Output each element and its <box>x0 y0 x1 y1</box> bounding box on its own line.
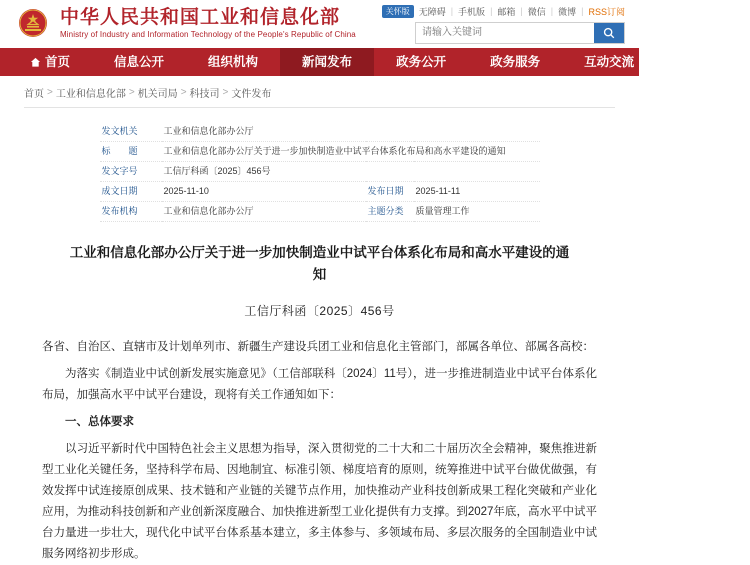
top-links <box>382 5 625 18</box>
top-link-mail[interactable]: 邮箱 <box>497 6 516 17</box>
document-recipients: 各省、自治区、直辖市及计划单列市、新疆生产建设兵团工业和信息化主管部门，部属各单位、部属各高校： <box>42 341 594 353</box>
breadcrumb-separator: > <box>180 87 187 98</box>
search-icon <box>603 27 615 39</box>
header-utility-area <box>382 5 627 44</box>
nav-item-info-disclosure[interactable]: 信息公开 <box>114 55 165 69</box>
top-link-weibo[interactable]: 微博 <box>558 6 577 17</box>
table-row <box>100 182 540 202</box>
nav-item-organization[interactable]: 组织机构 <box>208 55 259 69</box>
document-number: 工信厅科函〔2025〕456号 <box>244 304 395 318</box>
nav-label-home: 首页 <box>45 55 71 69</box>
toplink-sep: | <box>490 6 493 16</box>
brand-title-cn: 中华人民共和国工业和信息化部 <box>60 7 341 28</box>
breadcrumb-separator: > <box>222 87 229 98</box>
toplink-sep: | <box>581 6 584 16</box>
meta-label: 发文字号 <box>101 166 138 176</box>
meta-label: 成文日期 <box>101 186 138 196</box>
meta-value: 工业和信息化部办公厅关于进一步加快制造业中试平台体系化布局和高水平建设的通知 <box>163 146 506 156</box>
meta-label: 发布机构 <box>101 206 138 216</box>
document-section-heading: 一、总体要求 <box>65 416 134 428</box>
breadcrumb-item-tech-dept[interactable]: 科技司 <box>189 89 220 100</box>
meta-label-secondary: 发布日期 <box>367 186 404 196</box>
document-card <box>24 107 615 565</box>
table-row <box>100 202 540 222</box>
table-row <box>100 122 540 142</box>
toplink-sep: | <box>450 6 454 16</box>
search-input[interactable] <box>416 23 594 43</box>
nav-item-news[interactable]: 新闻发布 <box>280 48 374 76</box>
toplink-sep: | <box>520 6 523 16</box>
national-emblem-icon <box>12 7 54 41</box>
breadcrumb <box>0 76 639 107</box>
toplink-sep: | <box>550 6 554 16</box>
meta-value: 2025-11-10 <box>163 186 209 196</box>
brand-title-en: Ministry of Industry and Information Technology of the People's Republic of China <box>60 30 356 39</box>
breadcrumb-item-departments[interactable]: 机关司局 <box>137 89 178 100</box>
document-body <box>24 337 615 565</box>
document-paragraph: 以习近平新时代中国特色社会主义思想为指导，深入贯彻党的二十大和二十届历次全会精神，聚焦推进新型工业化关键任务，坚持科学布局、因地制宜、标准引领、梯度培育的原则，统筹推进中试平台做优做强，有效发挥中试连接原创成果、技术链和产业链的关键节点作用，加快推动产业科技创新成果工程化突破和产业化应用，为推动科技创新和产业创新深度融合、加快推进新型工业化提供有力支撑。到2027年底，高水平中试平台力量进一步壮大，现代化中试平台体系基本建立，多主体参与、多领域布局、多层次服务的全国制造业中试服务网络初步形成。 <box>42 443 597 560</box>
nav-item-interaction[interactable]: 互动交流 <box>584 55 635 69</box>
breadcrumb-separator: > <box>47 87 53 98</box>
search-box <box>415 22 625 44</box>
nav-item-home[interactable] <box>24 48 92 76</box>
document-meta-table <box>100 122 540 222</box>
nav-item-gov-open[interactable]: 政务公开 <box>396 55 447 69</box>
nav-item-gov-service[interactable]: 政务服务 <box>490 55 541 69</box>
site-header <box>0 0 639 48</box>
breadcrumb-separator: > <box>128 87 135 98</box>
breadcrumb-item-miit[interactable]: 工业和信息化部 <box>55 89 126 100</box>
top-link-wechat[interactable]: 微信 <box>527 6 546 17</box>
meta-value: 工业和信息化部办公厅 <box>163 126 254 136</box>
document-paragraph: 为落实《制造业中试创新发展实施意见》（工信部联科〔2024〕11号），进一步推进制造业中试平台体系化布局，加强高水平中试平台建设，现将有关工作通知如下： <box>42 368 598 401</box>
home-icon <box>30 57 41 68</box>
breadcrumb-item-documents[interactable]: 文件发布 <box>231 89 272 100</box>
table-row <box>100 162 540 182</box>
meta-label: 发文机关 <box>101 126 138 136</box>
meta-label: 标 题 <box>101 146 138 156</box>
meta-label-secondary: 主题分类 <box>367 206 404 216</box>
page-title: 工业和信息化部办公厅关于进一步加快制造业中试平台体系化布局和高水平建设的通知 <box>69 245 570 282</box>
breadcrumb-item-home[interactable]: 首页 <box>24 89 44 100</box>
search-button[interactable] <box>594 23 624 43</box>
main-nav <box>0 48 729 76</box>
top-link-accessibility[interactable]: 无障碍 <box>418 6 446 17</box>
nav-item-data[interactable]: 工信数据 <box>678 55 729 69</box>
meta-value: 工业和信息化部办公厅 <box>163 206 254 216</box>
meta-value-secondary: 质量管理工作 <box>415 206 470 216</box>
table-row <box>100 142 540 162</box>
meta-value: 工信厅科函〔2025〕456号 <box>163 166 271 176</box>
site-brand <box>60 7 356 41</box>
top-link-mobile[interactable]: 手机版 <box>458 6 486 17</box>
top-link-rss[interactable]: RSS订阅 <box>588 6 625 17</box>
accessibility-badge[interactable]: 关怀版 <box>382 5 414 18</box>
meta-value-secondary: 2025-11-11 <box>415 186 461 196</box>
